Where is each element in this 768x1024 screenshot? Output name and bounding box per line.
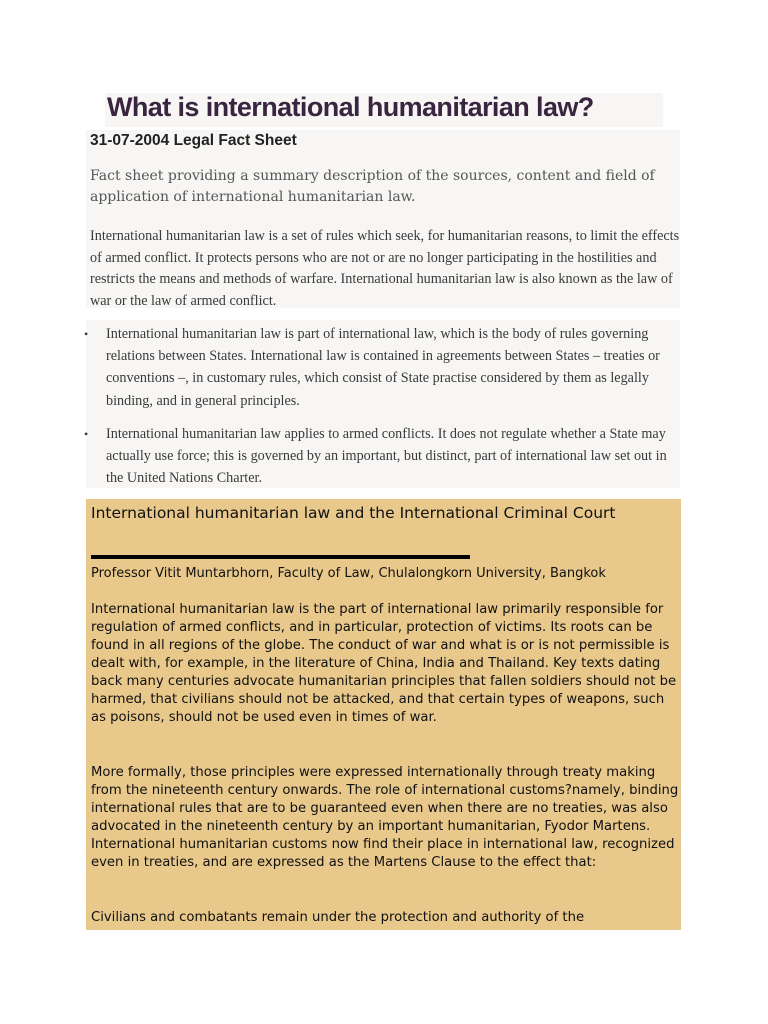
bullet-text: International humanitarian law applies to armed conflicts. It does not regulate whether a State may actually use force; this is governed by an important, but distinct, part of international law set out in the United Nations Charter. (106, 425, 667, 487)
heading-rule (91, 555, 470, 559)
bullet-icon: • (84, 426, 89, 441)
article-paragraph: Civilians and combatants remain under the protection and authority of the (91, 910, 585, 925)
date-line: 31-07-2004 Legal Fact Sheet (90, 132, 297, 149)
list-item (84, 423, 674, 490)
summary-text: Fact sheet providing a summary description of the sources, content and field of application of international humanitarian law. (90, 168, 655, 205)
article-heading: International humanitarian law and the International Criminal Court (91, 504, 616, 522)
list-item (84, 323, 674, 412)
article-paragraph: International humanitarian law is the part of international law primarily responsible for regulation of armed conflicts, and in particular, protection of victims. Its roots can be found in all regions of the globe. The conduct of war and what is or is not permissible is dealt with, for example, in the literature of China, India and Thailand. Key texts dating back many centuries advocate humanitarian principles that fallen soldiers should not be harmed, that civilians should not be attacked, and that certain types of weapons, such as poisons, should not be used even in times of war. (91, 602, 677, 725)
article-paragraph: More formally, those principles were expressed internationally through treaty making from the nineteenth century onwards. The role of international customs?namely, binding international rules that are to be guaranteed even when there are no treaties, was also advocated in the nineteenth century by an important humanitarian, Fyodor Martens. International humanitarian customs now find their place in international law, recognized even in treaties, and are expressed as the Martens Clause to the effect that: (91, 765, 679, 870)
bullet-list (84, 323, 674, 500)
bullet-icon: • (84, 327, 89, 341)
intro-paragraph: International humanitarian law is a set of rules which seek, for humanitarian reasons, to limit the effects of armed conflict. It protects persons who are not or are no longer participating in the hostilities and restricts the means and methods of warfare. International humanitarian law is also known as the law of war or the law of armed conflict. (90, 228, 680, 309)
icc-article (86, 499, 681, 930)
bullet-text: International humanitarian law is part of international law, which is the body of rules governing relations between States. International law is contained in agreements between States – treaties or conventions –, in customary rules, which consist of State practise considered by them as legally binding, and in general principles. (106, 326, 660, 409)
page-title: What is international humanitarian law? (107, 92, 594, 122)
article-author: Professor Vitit Muntarbhorn, Faculty of Law, Chulalongkorn University, Bangkok (91, 566, 606, 581)
